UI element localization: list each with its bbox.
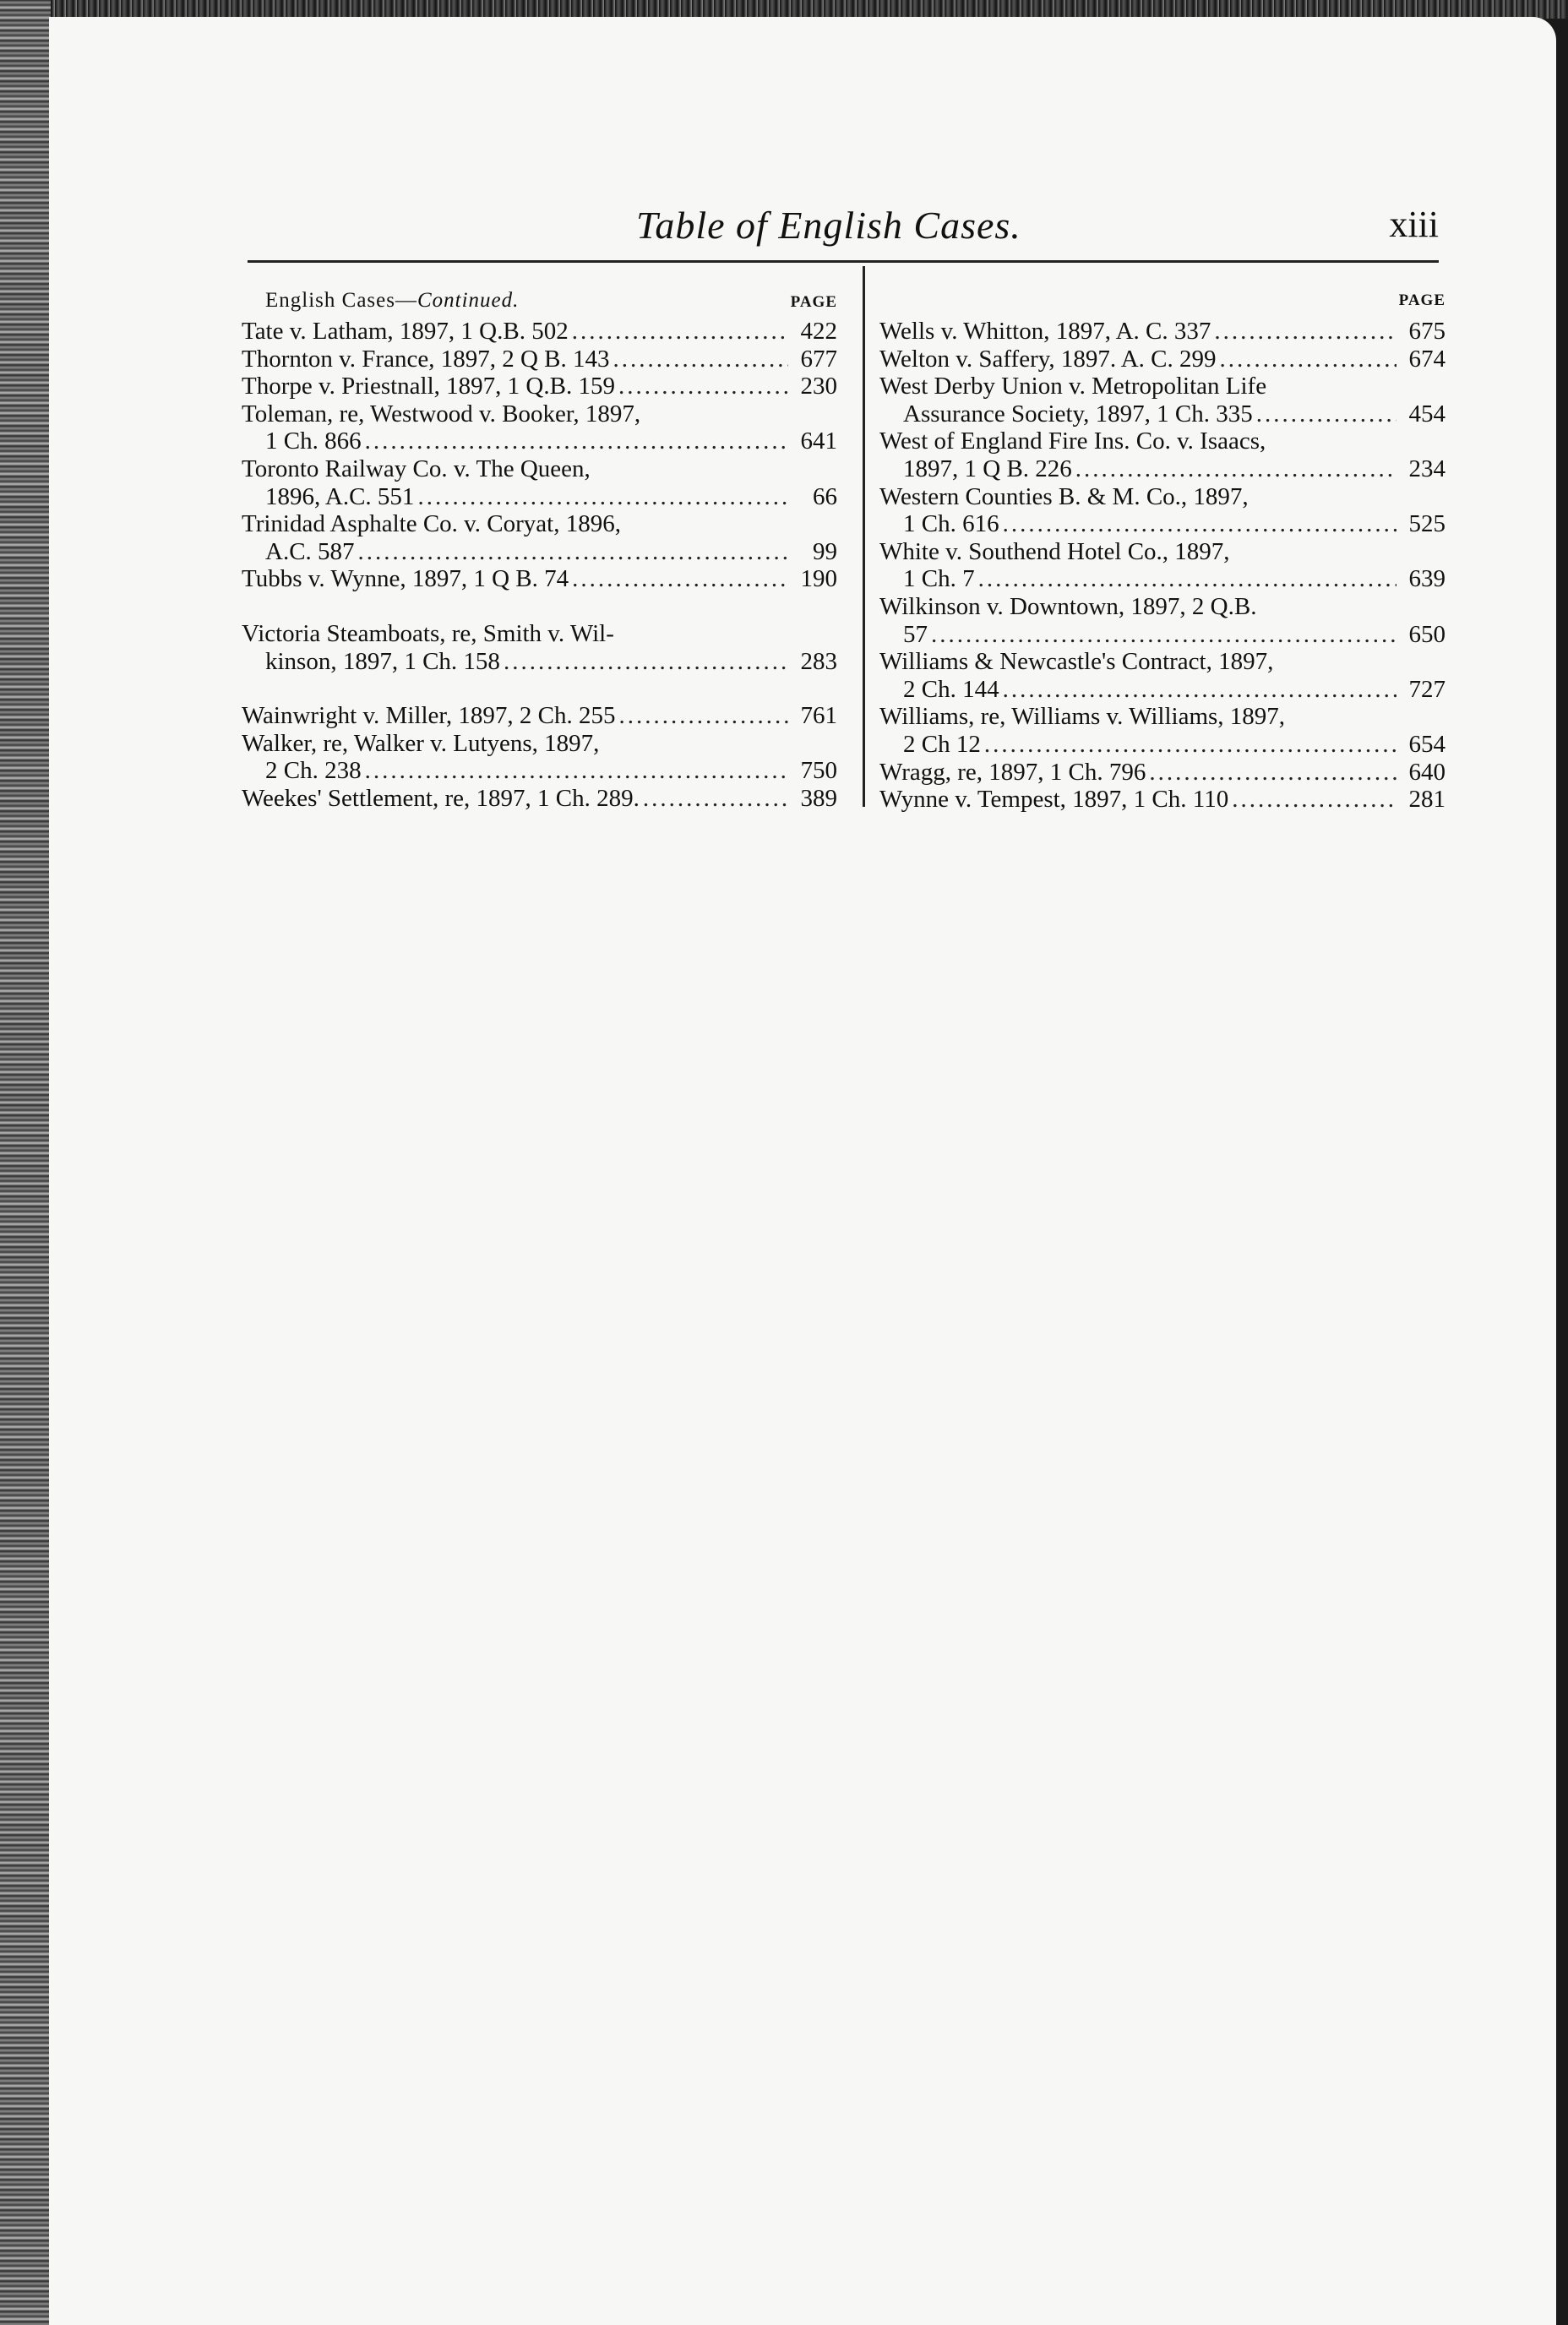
case-line	[242, 455, 837, 483]
case-line	[879, 786, 1446, 814]
page-number: 190	[800, 565, 837, 593]
page-number: 640	[1408, 758, 1446, 786]
case-citation: Toleman, re, Westwood v. Booker, 1897,	[242, 400, 641, 427]
page-header	[298, 186, 1439, 253]
case-citation: Toronto Railway Co. v. The Queen,	[242, 455, 591, 482]
case-citation: 1 Ch. 866	[265, 427, 362, 455]
folio: xiii	[1389, 204, 1439, 245]
page-number: 234	[1408, 455, 1446, 482]
case-entry	[879, 703, 1446, 758]
leader-dots	[355, 538, 788, 566]
page-number: 727	[1408, 675, 1446, 703]
left-entries	[242, 318, 837, 813]
case-line	[879, 510, 1446, 538]
page-number: 99	[813, 537, 837, 565]
case-line	[242, 427, 837, 455]
leader-dots	[1211, 318, 1396, 346]
case-line	[879, 703, 1446, 731]
case-line	[242, 373, 837, 400]
case-entry	[879, 593, 1446, 648]
leader-dots	[569, 318, 788, 346]
header-rule	[248, 260, 1439, 263]
case-entry	[879, 786, 1446, 814]
leader-dots	[609, 346, 788, 373]
section-label-italic: Continued.	[416, 289, 520, 312]
book-page	[49, 17, 1556, 2325]
case-line	[879, 621, 1446, 649]
leader-dots	[1072, 455, 1396, 483]
case-line	[879, 759, 1446, 787]
scan-edge-top	[0, 0, 1568, 19]
section-label-text: English Cases—	[265, 289, 417, 312]
case-entry	[879, 373, 1446, 427]
case-citation: Wells v. Whitton, 1897, A. C. 337	[879, 318, 1211, 345]
page-number: 283	[800, 647, 837, 675]
case-entry	[242, 346, 837, 373]
case-entry	[879, 318, 1446, 346]
case-entry	[879, 346, 1446, 373]
case-citation: 2 Ch 12	[903, 730, 981, 758]
case-citation: West Derby Union v. Metropolitan Life	[879, 373, 1267, 400]
page-number: 674	[1408, 345, 1446, 373]
running-title: Table of English Cases.	[636, 204, 1021, 247]
case-entry	[879, 759, 1446, 787]
case-citation: Wainwright v. Miller, 1897, 2 Ch. 255	[242, 702, 616, 730]
case-citation: West of England Fire Ins. Co. v. Isaacs,	[879, 427, 1266, 455]
case-citation: Williams, re, Williams v. Williams, 1897,	[879, 703, 1286, 731]
case-citation: Wynne v. Tempest, 1897, 1 Ch. 110	[879, 786, 1229, 814]
case-line	[242, 346, 837, 373]
page-column-heading: PAGE	[790, 293, 837, 311]
case-entry	[242, 318, 837, 346]
page-number: 639	[1408, 565, 1446, 593]
case-line	[879, 455, 1446, 483]
case-citation: 1 Ch. 616	[903, 510, 999, 538]
case-line	[242, 785, 837, 813]
case-citation: 2 Ch. 238	[265, 757, 362, 785]
case-line	[879, 731, 1446, 759]
case-citation: Thornton v. France, 1897, 2 Q B. 143	[242, 345, 610, 373]
case-entry	[879, 648, 1446, 703]
leader-dots	[981, 731, 1396, 759]
leader-dots	[1217, 346, 1396, 373]
case-line	[242, 565, 837, 593]
leader-dots	[1253, 400, 1396, 428]
leader-dots	[928, 621, 1396, 649]
leader-dots	[640, 785, 788, 813]
page-number: 525	[1408, 510, 1446, 538]
page-number: 454	[1408, 400, 1446, 427]
case-citation: Welton v. Saffery, 1897. A. C. 299	[879, 345, 1217, 373]
leader-dots	[999, 676, 1396, 704]
case-entry	[242, 620, 837, 675]
section-label	[242, 287, 519, 315]
case-entry	[879, 538, 1446, 593]
case-entry	[242, 565, 837, 593]
case-citation: Wilkinson v. Downtown, 1897, 2 Q.B.	[879, 592, 1257, 620]
case-citation: Weekes' Settlement, re, 1897, 1 Ch. 289.	[242, 784, 640, 812]
case-entry	[879, 483, 1446, 538]
case-citation: Tate v. Latham, 1897, 1 Q.B. 502	[242, 318, 569, 345]
case-line	[242, 648, 837, 676]
page-number: 230	[800, 373, 837, 400]
right-column-heading	[879, 287, 1446, 314]
case-citation: kinson, 1897, 1 Ch. 158	[265, 647, 500, 675]
leader-dots	[362, 757, 788, 785]
right-entries	[879, 318, 1446, 814]
page-number: 641	[800, 427, 837, 455]
case-line	[879, 676, 1446, 704]
case-line	[879, 648, 1446, 676]
page-column-heading: PAGE	[1398, 291, 1446, 309]
case-line	[879, 427, 1446, 455]
case-line	[242, 620, 837, 648]
case-line	[879, 565, 1446, 593]
page-number: 675	[1408, 318, 1446, 345]
case-citation: Western Counties B. & M. Co., 1897,	[879, 482, 1249, 510]
page-number: 422	[800, 318, 837, 345]
right-column	[879, 287, 1446, 814]
case-citation: 2 Ch. 144	[903, 675, 999, 703]
case-citation: A.C. 587	[265, 537, 355, 565]
case-citation: Tubbs v. Wynne, 1897, 1 Q B. 74	[242, 565, 569, 593]
case-line	[242, 757, 837, 785]
case-citation: 1897, 1 Q B. 226	[903, 455, 1072, 482]
case-entry	[242, 455, 837, 510]
case-line	[879, 373, 1446, 400]
leader-dots	[414, 483, 788, 511]
case-entry	[242, 785, 837, 813]
case-line	[879, 593, 1446, 621]
case-line	[242, 702, 837, 730]
page-number: 677	[800, 345, 837, 373]
case-entry	[242, 400, 837, 455]
case-line	[242, 483, 837, 511]
case-entry	[242, 510, 837, 565]
leader-dots	[500, 648, 788, 676]
left-column	[242, 287, 837, 813]
case-line	[879, 346, 1446, 373]
page-number: 654	[1408, 730, 1446, 758]
case-citation: 57	[903, 620, 928, 648]
left-column-heading	[242, 287, 837, 314]
case-citation: Wragg, re, 1897, 1 Ch. 796	[879, 758, 1146, 786]
page-number: 66	[813, 482, 837, 510]
case-citation: 1 Ch. 7	[903, 565, 975, 593]
case-citation: Thorpe v. Priestnall, 1897, 1 Q.B. 159	[242, 373, 615, 400]
case-line	[879, 538, 1446, 566]
leader-dots	[615, 702, 788, 730]
case-line	[242, 538, 837, 566]
leader-dots	[1228, 786, 1396, 814]
case-line	[242, 400, 837, 428]
column-divider	[863, 266, 865, 807]
leader-dots	[999, 510, 1396, 538]
page-number: 761	[800, 702, 837, 730]
case-citation: Victoria Steamboats, re, Smith v. Wil-	[242, 619, 614, 647]
case-line	[242, 318, 837, 346]
leader-dots	[569, 565, 788, 593]
case-entry	[879, 427, 1446, 482]
case-entry	[242, 730, 837, 785]
case-entry	[242, 702, 837, 730]
leader-dots	[1146, 759, 1396, 787]
case-citation: Trinidad Asphalte Co. v. Coryat, 1896,	[242, 510, 621, 538]
case-entry	[242, 373, 837, 400]
page-number: 389	[800, 784, 837, 812]
scan-edge-left	[0, 0, 51, 2325]
case-line	[879, 318, 1446, 346]
leader-dots	[362, 427, 788, 455]
case-line	[242, 510, 837, 538]
case-citation: 1896, A.C. 551	[265, 482, 415, 510]
case-line	[242, 730, 837, 758]
leader-dots	[975, 565, 1396, 593]
case-line	[879, 483, 1446, 511]
case-line	[879, 400, 1446, 428]
case-citation: White v. Southend Hotel Co., 1897,	[879, 537, 1230, 565]
page-number: 650	[1408, 620, 1446, 648]
case-citation: Assurance Society, 1897, 1 Ch. 335	[903, 400, 1253, 427]
page-number: 281	[1408, 786, 1446, 814]
leader-dots	[615, 373, 788, 400]
case-citation: Williams & Newcastle's Contract, 1897,	[879, 648, 1274, 676]
case-citation: Walker, re, Walker v. Lutyens, 1897,	[242, 729, 600, 757]
page-number: 750	[800, 757, 837, 785]
